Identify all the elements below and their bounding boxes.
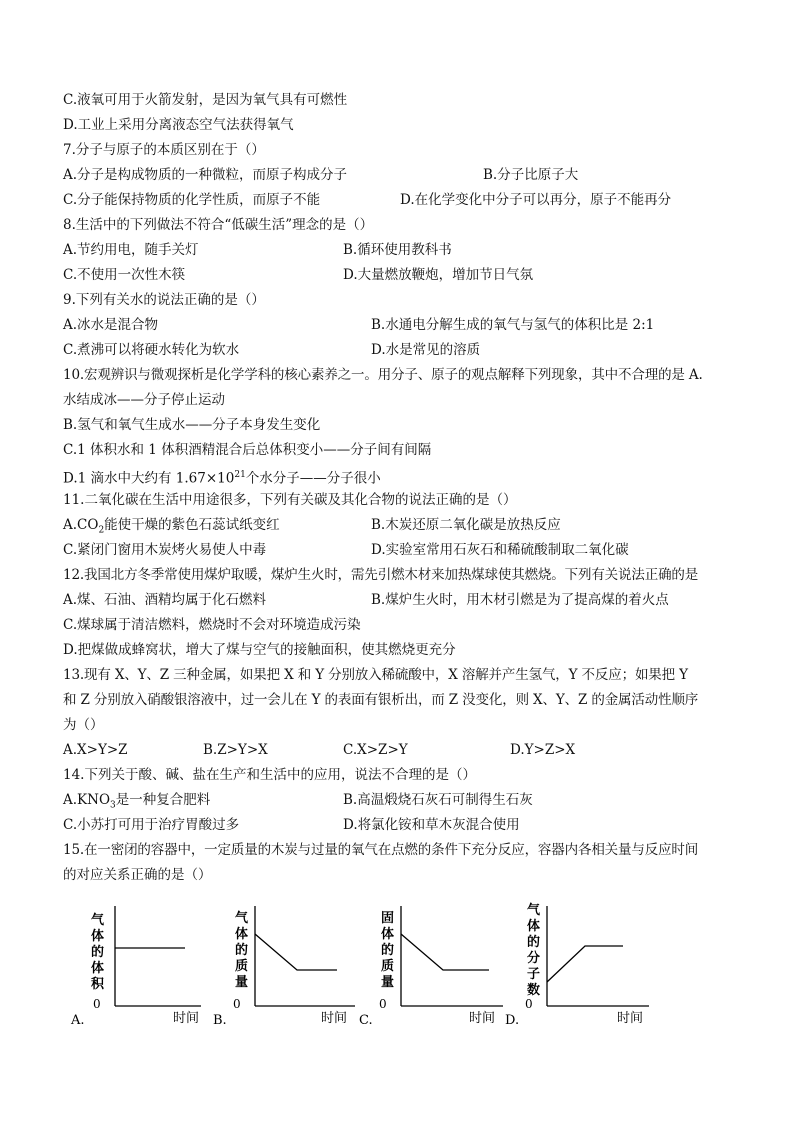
question-11: 11.二氧化碳在生活中用途很多，下列有关碳及其化合物的说法正确的是（） <box>63 492 517 508</box>
options-row <box>63 588 743 613</box>
option-c: C.煮沸可以将硬水转化为软水 <box>63 342 240 358</box>
option-c: C.1 体积水和 1 体积酒精混合后总体积变小——分子间有间隔 <box>63 442 432 458</box>
question-15-cont: 的对应关系正确的是（） <box>63 867 212 883</box>
option-a-text: 水结成冰——分子停止运动 <box>63 392 225 408</box>
question-14: 14.下列关于酸、碱、盐在生产和生活中的应用，说法不合理的是（） <box>63 767 476 783</box>
options-row <box>63 513 743 538</box>
option-b: B.循环使用教科书 <box>343 242 452 258</box>
option-label: C. <box>359 1013 373 1028</box>
option-label: B. <box>213 1013 227 1028</box>
question-8: 8.生活中的下列做法不符合“低碳生活”理念的是（） <box>63 217 374 233</box>
option-c: C.煤球属于清洁燃料，燃烧时不会对环境造成污染 <box>63 617 361 633</box>
graph-a <box>63 898 203 1032</box>
x-axis-label: 时间 <box>173 1011 200 1026</box>
option-a: A.X>Y>Z <box>63 742 128 758</box>
graph-c <box>359 898 509 1032</box>
x-axis-label: 时间 <box>469 1011 496 1026</box>
graph-a-svg <box>63 898 203 1028</box>
options-row <box>63 238 743 263</box>
curve <box>401 934 489 970</box>
y-axis-label: 气体的体积 <box>91 913 105 992</box>
option-b: B.木炭还原二氧化碳是放热反应 <box>371 517 561 533</box>
option-d: D.1 滴水中大约有 $1.67\times 10^{21}$个水分子——分子很小 <box>63 470 381 487</box>
option-d: D.实验室常用石灰石和稀硫酸制取二氧化碳 <box>371 542 629 558</box>
option-d: D.在化学变化中分子可以再分，原子不能再分 <box>400 192 672 208</box>
option-a: A.分子是构成物质的一种微粒，而原子构成分子 <box>63 167 348 183</box>
options-row <box>63 188 743 213</box>
options-row <box>63 813 743 838</box>
question-13-cont: 为（） <box>63 717 104 733</box>
graph-d <box>505 898 655 1032</box>
option-b: B.高温煅烧石灰石可制得生石灰 <box>343 792 533 808</box>
option-d: D.将氯化铵和草木灰混合使用 <box>343 817 520 833</box>
option-label: D. <box>505 1013 520 1028</box>
option-d: D.大量燃放鞭炮，增加节日气氛 <box>343 267 534 283</box>
y-axis-label: 固体的质量 <box>381 911 395 990</box>
answer-graphs <box>63 898 743 1028</box>
option-a: $A.CO_2$能使干燥的紫色石蕊试纸变红 <box>63 517 280 536</box>
options-row <box>63 163 743 188</box>
option-b: B.Z>Y>X <box>203 742 268 758</box>
option-c: C.X>Z>Y <box>343 742 408 758</box>
question-7: 7.分子与原子的本质区别在于（） <box>63 142 265 158</box>
question-9: 9.下列有关水的说法正确的是（） <box>63 292 265 308</box>
option-c: C.不使用一次性木筷 <box>63 267 186 283</box>
origin-label: 0 <box>379 997 387 1011</box>
option-a: $A.KNO_3$是一种复合肥料 <box>63 792 211 811</box>
graph-b-svg <box>213 898 363 1028</box>
options-row <box>63 338 743 363</box>
option-b: B.分子比原子大 <box>483 167 579 183</box>
curve <box>255 934 337 970</box>
graph-b <box>213 898 363 1032</box>
graph-c-svg <box>359 898 509 1028</box>
curve <box>547 946 623 982</box>
option-b: B.煤炉生火时，用木材引燃是为了提高煤的着火点 <box>371 592 669 608</box>
option-c: C.小苏打可用于治疗胃酸过多 <box>63 817 240 833</box>
option-d: D.Y>Z>X <box>510 742 576 758</box>
question-15: 15.在一密闭的容器中，一定质量的木炭与过量的氧气在点燃的条件下充分反应，容器内各相关量与反应时间 <box>63 842 699 858</box>
options-row <box>63 263 743 288</box>
option-a: A.冰水是混合物 <box>63 317 159 333</box>
option-c: C.紧闭门窗用木炭烤火易使人中毒 <box>63 542 267 558</box>
options-row <box>63 738 743 763</box>
option-b: B.氢气和氧气生成水——分子本身发生变化 <box>63 417 321 433</box>
option-a: A.煤、石油、酒精均属于化石燃料 <box>63 592 267 608</box>
text-line: C.液氧可用于火箭发射，是因为氧气具有可燃性 <box>63 92 348 108</box>
option-b: B.水通电分解生成的氧气与氢气的体积比是 2:1 <box>371 317 655 333</box>
text-line: D.工业上采用分离液态空气法获得氧气 <box>63 117 294 133</box>
y-axis-label: 气体的质量 <box>235 911 249 990</box>
origin-label: 0 <box>93 997 101 1011</box>
option-a: A.节约用电，随手关灯 <box>63 242 199 258</box>
options-row <box>63 313 743 338</box>
graph-d-svg <box>505 898 655 1028</box>
question-sheet <box>63 88 743 888</box>
x-axis-label: 时间 <box>617 1011 644 1026</box>
question-13-cont: 和 Z 分别放入硝酸银溶液中，过一会儿在 Y 的表面有银析出，而 Z 没变化，则 X、Y、Z 的金属活动性顺序 <box>63 692 699 708</box>
origin-label: 0 <box>233 997 241 1011</box>
option-d: D.把煤做成蜂窝状，增大了煤与空气的接触面积，使其燃烧更充分 <box>63 642 456 658</box>
options-row <box>63 788 743 813</box>
question-12: 12.我国北方冬季常使用煤炉取暖，煤炉生火时，需先引燃木材来加热煤球使其燃烧。下列有关说法正确的是 <box>63 567 699 583</box>
option-label: A. <box>71 1013 85 1028</box>
x-axis-label: 时间 <box>321 1011 348 1026</box>
question-13: 13.现有 X、Y、Z 三种金属，如果把 X 和 Y 分别放入稀硫酸中，X 溶解并产生氢气，Y 不反应；如果把 Y <box>63 667 688 683</box>
y-axis-label: 气体的分子数 <box>527 903 541 998</box>
option-c: C.分子能保持物质的化学性质，而原子不能 <box>63 192 321 208</box>
option-d: D.水是常见的溶质 <box>371 342 481 358</box>
question-10: 10.宏观辨识与微观探析是化学学科的核心素养之一。用分子、原子的观点解释下列现象，其中不合理的是 A. <box>63 367 703 383</box>
options-row <box>63 538 743 563</box>
origin-label: 0 <box>525 997 533 1011</box>
